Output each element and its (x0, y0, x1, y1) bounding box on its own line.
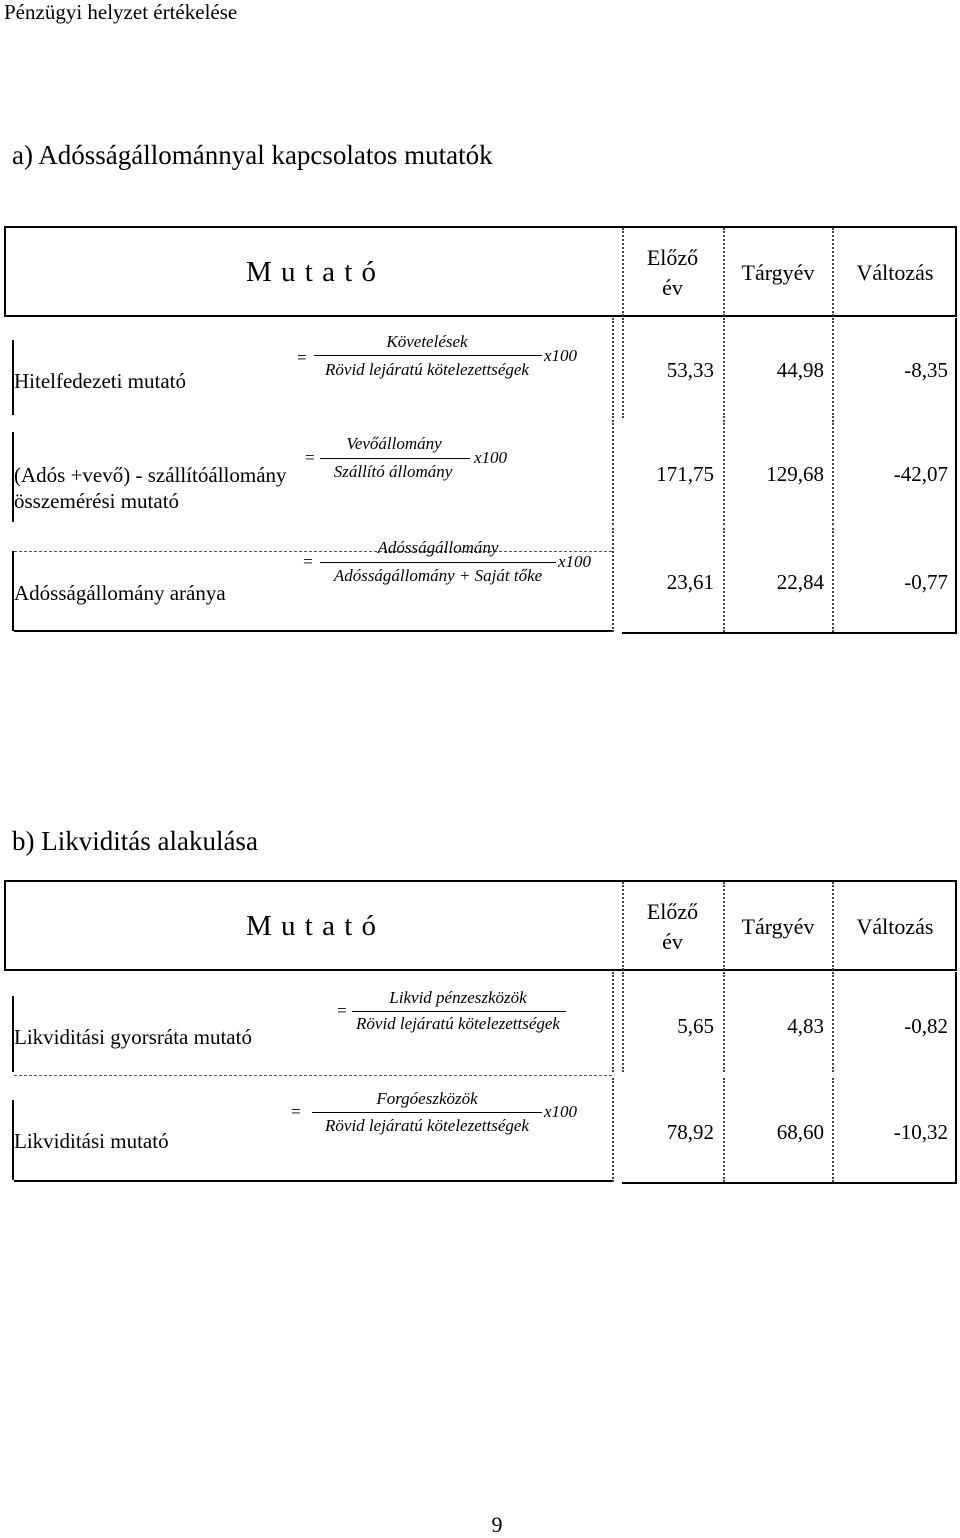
current-value: 44,98 (776, 358, 824, 382)
equals-sign: = (302, 552, 314, 571)
row-label: (Adós +vevő) - szállítóállomány (14, 463, 287, 487)
row-label: Likviditási mutató (14, 1129, 169, 1153)
denominator: Rövid lejáratú kötelezettségek (325, 1116, 529, 1135)
mutato-header: M u t a t ó (246, 256, 378, 288)
denominator: Adósságállomány + Saját tőke (333, 566, 543, 585)
change-header: Változás (856, 914, 934, 939)
page-number: 9 (491, 1512, 503, 1537)
row-label: Hitelfedezeti mutató (14, 369, 187, 393)
prev-value: 53,33 (666, 358, 714, 382)
numerator: Forgóeszközök (376, 1089, 478, 1108)
equals-sign: = (336, 1001, 348, 1020)
row-label: Adósságállomány aránya (14, 581, 226, 605)
multiplier: x100 (544, 346, 578, 365)
mutato-header: M u t a t ó (246, 910, 378, 942)
page-header: Pénzügyi helyzet értékelése (4, 0, 238, 24)
current-year-header: Tárgyév (741, 914, 815, 939)
equals-sign: = (296, 348, 308, 367)
change-value: -0,77 (904, 570, 948, 594)
change-value: -0,82 (904, 1014, 948, 1038)
multiplier: x100 (544, 1102, 578, 1121)
change-header: Változás (856, 260, 934, 285)
prev-value: 171,75 (656, 462, 714, 486)
prev-year-header: Előző év (646, 245, 699, 300)
multiplier: x100 (474, 448, 508, 467)
change-value: -8,35 (904, 358, 948, 382)
change-value: -10,32 (893, 1120, 948, 1144)
prev-value: 23,61 (666, 570, 714, 594)
section-b-title: b) Likviditás alakulása (12, 826, 258, 856)
prev-value: 5,65 (677, 1014, 714, 1038)
numerator: Követelések (386, 332, 468, 351)
current-year-header: Tárgyév (741, 260, 815, 285)
current-value: 22,84 (776, 570, 824, 594)
section-a-title: a) Adósságállománnyal kapcsolatos mutatók (12, 140, 493, 170)
numerator: Likvid pénzeszközök (389, 988, 527, 1007)
equals-sign: = (290, 1102, 302, 1121)
row-label-line2: összemérési mutató (14, 489, 180, 513)
denominator: Rövid lejáratú kötelezettségek (356, 1014, 560, 1033)
row-label: Likviditási gyorsráta mutató (14, 1025, 252, 1049)
denominator: Szállító állomány (333, 462, 453, 481)
current-value: 4,83 (787, 1014, 824, 1038)
numerator: Adósságállomány (377, 538, 499, 557)
denominator: Rövid lejáratú kötelezettségek (325, 360, 529, 379)
change-value: -42,07 (893, 462, 948, 486)
equals-sign: = (304, 448, 316, 467)
multiplier: x100 (558, 552, 592, 571)
current-value: 68,60 (776, 1120, 824, 1144)
prev-value: 78,92 (666, 1120, 714, 1144)
current-value: 129,68 (766, 462, 824, 486)
numerator: Vevőállomány (346, 434, 442, 453)
prev-year-header: Előző év (646, 899, 699, 954)
